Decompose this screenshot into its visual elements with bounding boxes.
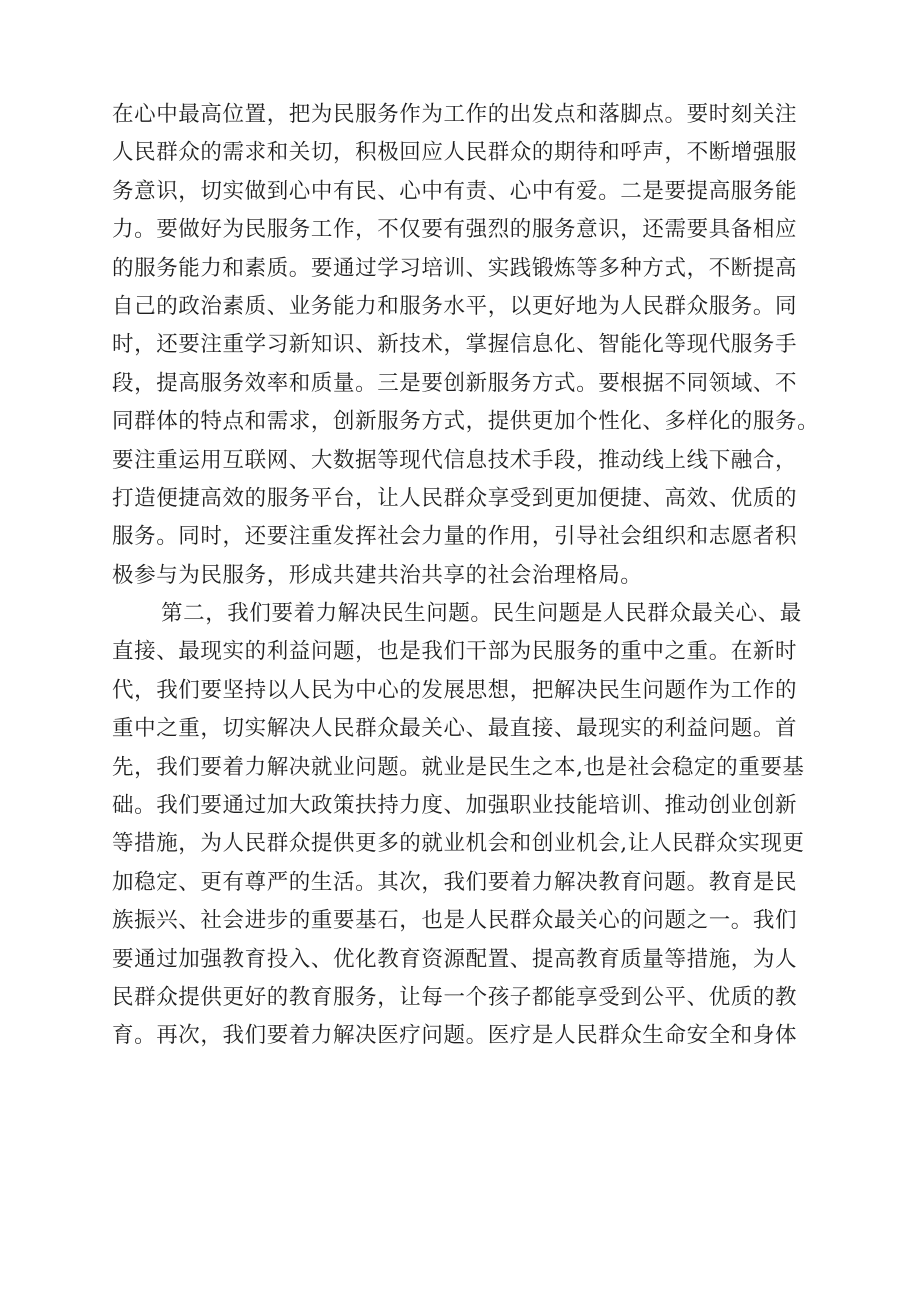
document-body <box>112 96 842 1056</box>
text-line: 人民群众的需求和关切，积极回应人民群众的期待和呼声，不断增强服 <box>112 140 798 166</box>
text-line: 力。要做好为民服务工作，不仅要有强烈的服务意识，还需要具备相应 <box>112 217 798 243</box>
text-line: 重中之重，切实解决人民群众最关心、最直接、最现实的利益问题。首 <box>112 716 798 742</box>
text-line: 代，我们要坚持以人民为中心的发展思想，把解决民生问题作为工作的 <box>112 677 798 703</box>
text-line: 第二，我们要着力解决民生问题。民生问题是人民群众最关心、最 <box>161 601 802 627</box>
paragraph-service-ability <box>112 96 842 595</box>
text-line: 打造便捷高效的服务平台，让人民群众享受到更加便捷、高效、优质的 <box>112 485 798 511</box>
text-line: 加稳定、更有尊严的生活。其次，我们要着力解决教育问题。教育是民 <box>112 869 798 895</box>
text-line: 直接、最现实的利益问题，也是我们干部为民服务的重中之重。在新时 <box>112 639 798 665</box>
text-line: 族振兴、社会进步的重要基石，也是人民群众最关心的问题之一。我们 <box>112 908 798 934</box>
paragraph-livelihood-issues <box>112 595 842 1056</box>
text-line: 务意识，切实做到心中有民、心中有责、心中有爱。二是要提高服务能 <box>112 178 798 204</box>
text-line: 民群众提供更好的教育服务，让每一个孩子都能享受到公平、优质的教 <box>112 984 798 1010</box>
text-line: 同群体的特点和需求，创新服务方式，提供更加个性化、多样化的服务。 <box>112 409 820 435</box>
text-line: 的服务能力和素质。要通过学习培训、实践锻炼等多种方式，不断提高 <box>112 255 798 281</box>
text-line: 段，提高服务效率和质量。三是要创新服务方式。要根据不同领域、不 <box>112 370 798 396</box>
text-line: 等措施，为人民群众提供更多的就业机会和创业机会,让人民群众实现更 <box>112 831 805 857</box>
text-line: 服务。同时，还要注重发挥社会力量的作用，引导社会组织和志愿者积 <box>112 524 798 550</box>
text-line: 础。我们要通过加大政策扶持力度、加强职业技能培训、推动创业创新 <box>112 793 798 819</box>
text-line: 先，我们要着力解决就业问题。就业是民生之本,也是社会稳定的重要基 <box>112 754 805 780</box>
text-line: 要注重运用互联网、大数据等现代信息技术手段，推动线上线下融合， <box>112 447 798 473</box>
text-line: 在心中最高位置，把为民服务作为工作的出发点和落脚点。要时刻关注 <box>112 102 798 127</box>
text-line: 育。再次，我们要着力解决医疗问题。医疗是人民群众生命安全和身体 <box>112 1023 798 1049</box>
text-line: 自己的政治素质、业务能力和服务水平，以更好地为人民群众服务。同 <box>112 293 798 319</box>
text-line: 极参与为民服务，形成共建共治共享的社会治理格局。 <box>112 562 643 588</box>
text-line: 时，还要注重学习新知识、新技术，掌握信息化、智能化等现代服务手 <box>112 332 798 358</box>
text-line: 要通过加强教育投入、优化教育资源配置、提高教育质量等措施，为人 <box>112 946 798 972</box>
